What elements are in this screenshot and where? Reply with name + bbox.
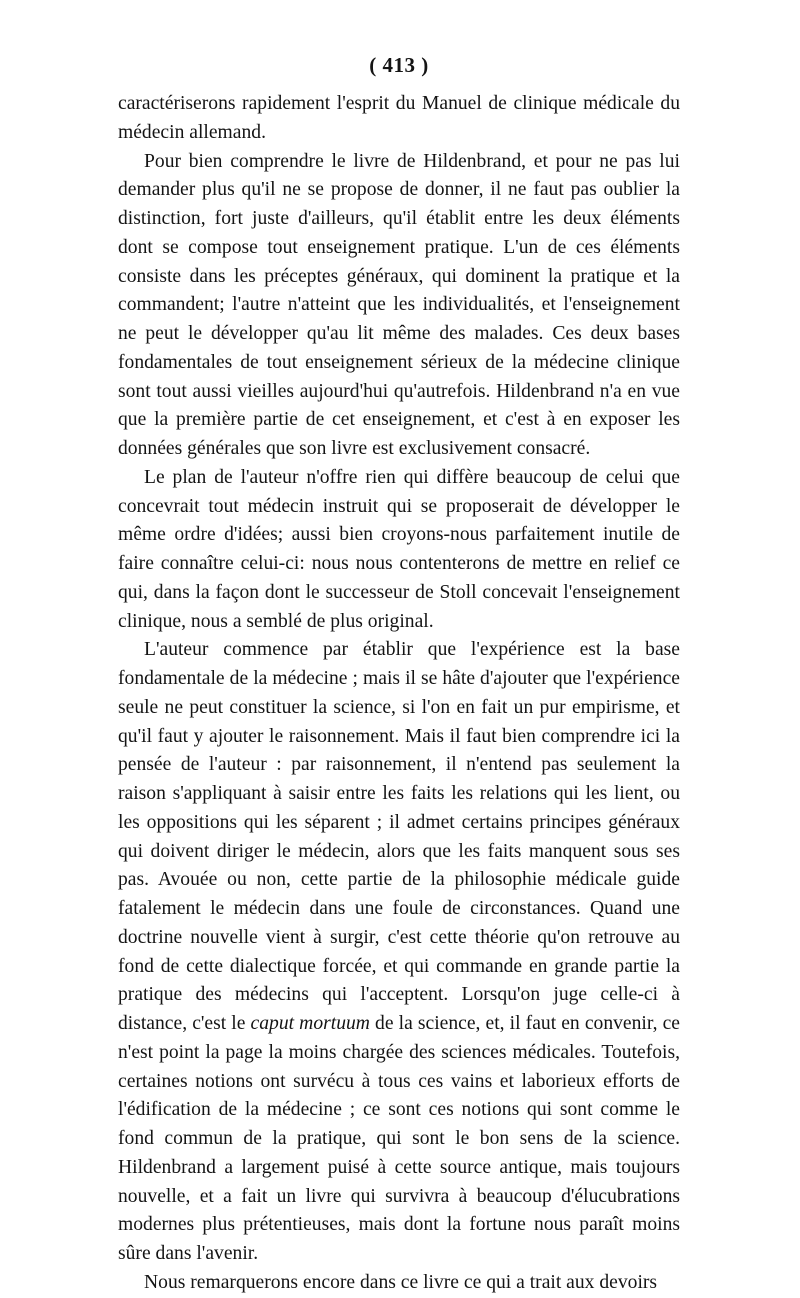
- paragraph: [118, 636, 680, 1269]
- paragraph: [118, 464, 680, 637]
- text-segment: Le plan de l'auteur n'offre rien qui diffère beaucoup de celui que concevrait tout médecin instruit qui se proposerait de développer le même ordre d'idées; aussi bien croyons-nous parfaitement inutile de faire connaître celui-ci: nous nous contenterons de mettre en relief ce qui, dans la façon dont le successeur de Stoll concevait l'enseignement clinique, nous a semblé de plus original.: [118, 466, 680, 632]
- paragraph: [118, 90, 680, 148]
- text-segment: caractériserons rapidement l'esprit du Manuel de clinique médicale du médecin allemand.: [118, 93, 680, 143]
- paragraph: [118, 148, 680, 464]
- text-segment: L'auteur commence par établir que l'expérience est la base fondamentale de la médecine ; mais il se hâte d'ajouter que l'expérience seule ne peut constituer la science, si l'on en fait un pur empirisme, et qu'il faut y ajouter le raisonnement. Mais il faut bien comprendre ici la pensée de l'auteur : par raisonnement, il n'entend pas seulement la raison s'appliquant à saisir entre les faits les relations qui les lient, ou les oppositions qui les séparent ; il admet certains principes généraux qui doivent diriger le médecin, alors que les faits manquent sous ses pas. Avouée ou non, cette partie de la philosophie médicale guide fatalement le médecin dans une foule de circonstances. Quand une doctrine nouvelle vient à surgir, c'est cette théorie qu'on retrouve au fond de cette dialectique forcée, et qui commande en grande partie la pratique des médecins qui l'acceptent. Lorsqu'on juge celle-ci à distance, c'est le: [118, 639, 680, 1034]
- text-segment: de la science, et, il faut en convenir, ce n'est point la page la moins chargée des sciences médicales. Toutefois, certaines notions ont survécu à tous ces vains et laborieux efforts de l'édification de la médecine ; ce sont ces notions qui sont comme le fond commun de la pratique, qui sont le bon sens de la science. Hildenbrand a largement puisé à cette source antique, mais toujours nouvelle, et a fait un livre qui survivra à beaucoup d'élucubrations modernes plus prétentieuses, mais dont la fortune nous paraît moins sûre dans l'avenir.: [118, 1013, 680, 1264]
- book-page: [118, 52, 680, 1298]
- text-segment: Pour bien comprendre le livre de Hildenbrand, et pour ne pas lui demander plus qu'il ne se propose de donner, il ne faut pas oublier la distinction, fort juste d'ailleurs, qu'il établit entre les deux éléments dont se compose tout enseignement pratique. L'un de ces éléments consiste dans les préceptes généraux, qui dominent la pratique et la commandent; l'autre n'atteint que les individualités, et l'enseignement ne peut le développer qu'au lit même des malades. Ces deux bases fondamentales de tout enseignement sérieux de la médecine clinique sont tout aussi vieilles aujourd'hui qu'autrefois. Hildenbrand n'a en vue que la première partie de cet enseignement, et c'est à en exposer les données générales que son livre est exclusivement consacré.: [118, 150, 680, 459]
- paragraph: [118, 1269, 680, 1298]
- text-segment: Nous remarquerons encore dans ce livre ce qui a trait aux devoirs: [144, 1271, 658, 1293]
- page-number: ( 413 ): [369, 53, 429, 77]
- text-body: [118, 90, 680, 1298]
- italic-phrase: caput mortuum: [250, 1013, 370, 1034]
